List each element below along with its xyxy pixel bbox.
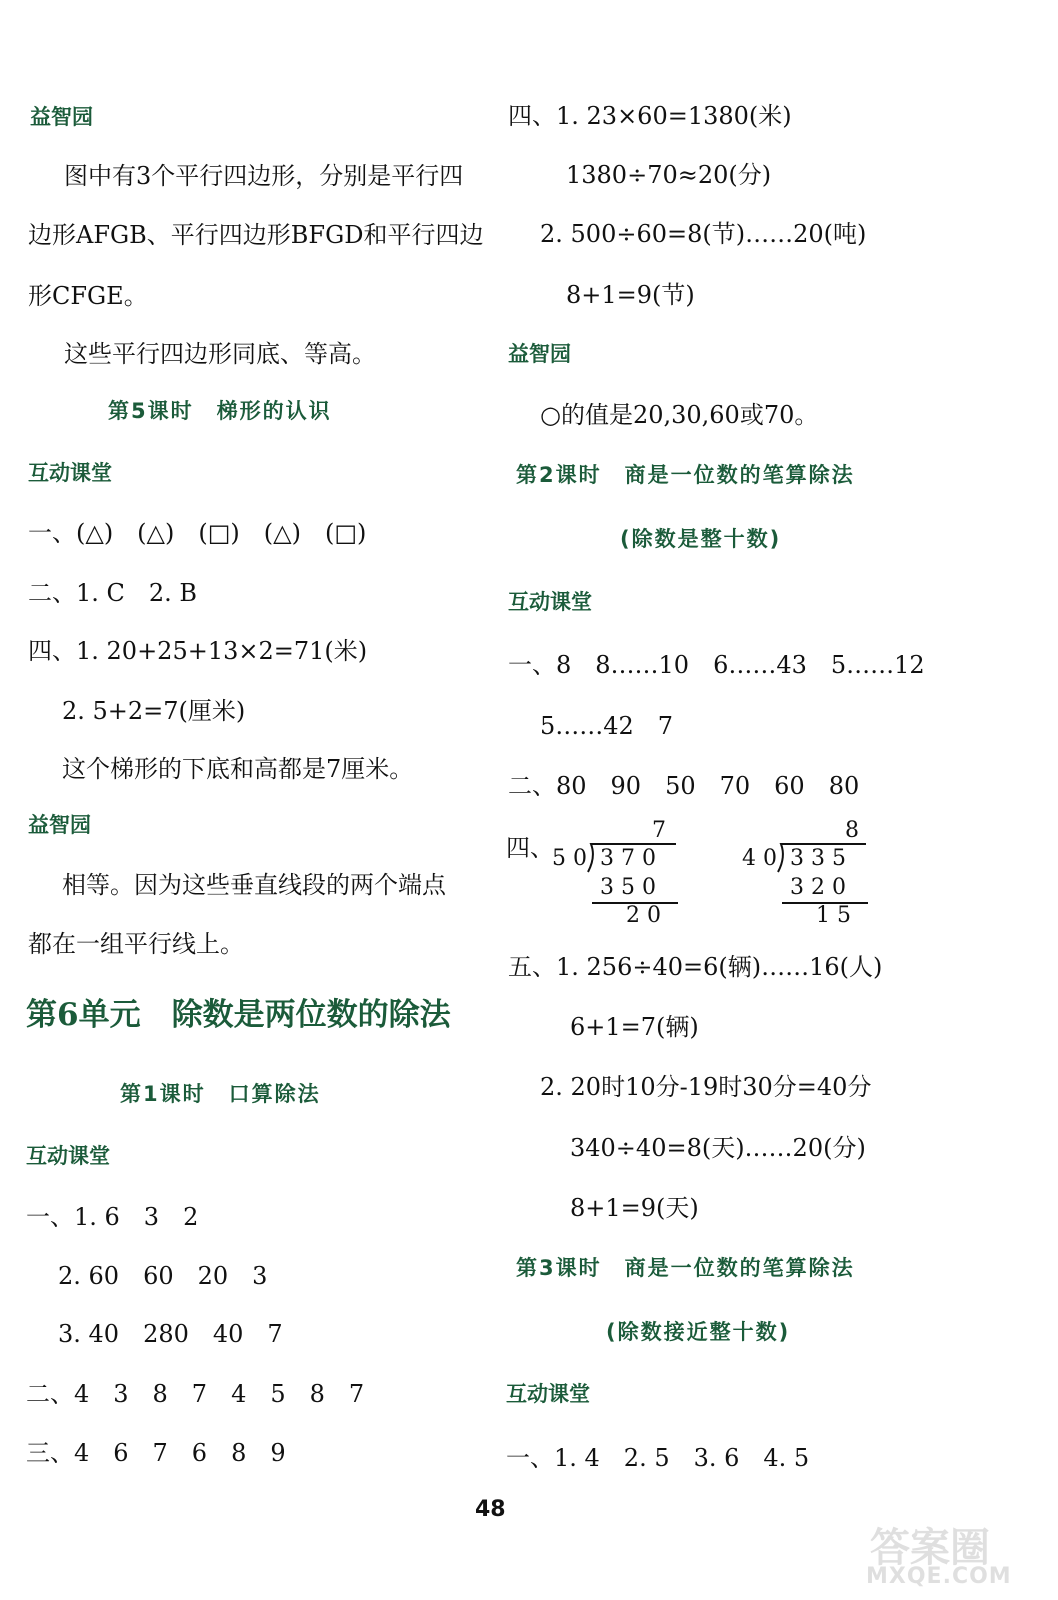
answer-text: 图中有3个平行四边形，分别是平行四 bbox=[64, 162, 464, 190]
watermark-url: MXQE.COM bbox=[866, 1564, 1012, 1589]
answer-line: 2. 500÷60=8(节)……20(吨) bbox=[540, 220, 867, 248]
section-heading-hudong: 互动课堂 bbox=[26, 1144, 110, 1168]
answer-line: ○的值是20,30,60或70。 bbox=[540, 401, 819, 429]
watermark-text: 答案圈 bbox=[870, 1525, 990, 1571]
answer-text: 形CFGE。 bbox=[28, 282, 148, 310]
answer-line: 5……42 7 bbox=[540, 712, 674, 740]
answer-text: 都在一组平行线上。 bbox=[28, 930, 244, 958]
division-remainder: 1 5 bbox=[816, 903, 851, 928]
division-quotient: 7 bbox=[652, 818, 666, 843]
division-divisor: 4 0 bbox=[742, 846, 777, 871]
answer-line: 三、4 6 7 6 8 9 bbox=[26, 1439, 286, 1467]
division-product: 3 5 0 bbox=[600, 875, 656, 900]
division-dividend: 3 7 0 bbox=[600, 846, 656, 871]
division-dividend: 3 3 5 bbox=[790, 846, 846, 871]
answer-line: 五、1. 256÷40=6(辆)……16(人) bbox=[508, 953, 883, 981]
answer-line: 340÷40=8(天)……20(分) bbox=[570, 1134, 866, 1162]
answer-line: 一、(△) (△) (□) (△) (□) bbox=[28, 519, 367, 547]
answer-line: 一、8 8……10 6……43 5……12 bbox=[508, 651, 925, 679]
answer-line: 8+1=9(节) bbox=[566, 281, 695, 309]
answer-line: 四、 bbox=[506, 834, 554, 862]
answer-line: 2. 20时10分-19时30分=40分 bbox=[540, 1073, 872, 1101]
division-quotient: 8 bbox=[845, 818, 859, 843]
watermark-logo bbox=[860, 1516, 1030, 1594]
division-remainder: 2 0 bbox=[626, 903, 661, 928]
answer-line: 四、1. 20+25+13×2=71(米) bbox=[28, 637, 368, 665]
answer-line: 一、1. 4 2. 5 3. 6 4. 5 bbox=[506, 1444, 810, 1472]
unit-title: 第6单元 除数是两位数的除法 bbox=[26, 997, 451, 1033]
lesson-title: 第5课时 梯形的认识 bbox=[108, 399, 332, 423]
division-product: 3 2 0 bbox=[790, 875, 846, 900]
section-heading-yizhiyuan: 益智园 bbox=[30, 105, 93, 129]
answer-line: 8+1=9(天) bbox=[570, 1194, 699, 1222]
answer-line: 6+1=7(辆) bbox=[570, 1013, 699, 1041]
answer-line: 2. 5+2=7(厘米) bbox=[62, 697, 246, 725]
division-divisor: 5 0 bbox=[552, 846, 587, 871]
lesson-subtitle: (除数是整十数) bbox=[620, 527, 782, 551]
answer-line: 1380÷70≈20(分) bbox=[566, 161, 772, 189]
answer-line: 四、1. 23×60=1380(米) bbox=[508, 102, 792, 130]
answer-line: 二、1. C 2. B bbox=[28, 579, 198, 607]
answer-text: 边形AFGB、平行四边形BFGD和平行四边 bbox=[28, 221, 484, 249]
section-heading-hudong: 互动课堂 bbox=[506, 1382, 590, 1406]
answer-line: 3. 40 280 40 7 bbox=[58, 1320, 283, 1348]
section-heading-hudong: 互动课堂 bbox=[508, 590, 592, 614]
answer-line: 2. 60 60 20 3 bbox=[58, 1262, 268, 1290]
section-heading-yizhiyuan: 益智园 bbox=[508, 342, 571, 366]
answer-text: 相等。因为这些垂直线段的两个端点 bbox=[62, 871, 446, 899]
answer-line: 二、80 90 50 70 60 80 bbox=[508, 772, 860, 800]
division-bracket bbox=[586, 842, 681, 906]
section-heading-yizhiyuan: 益智园 bbox=[28, 813, 91, 837]
answer-line: 这个梯形的下底和高都是7厘米。 bbox=[62, 755, 414, 783]
division-bracket bbox=[776, 842, 871, 906]
answer-line: 一、1. 6 3 2 bbox=[26, 1203, 199, 1231]
page-number: 48 bbox=[475, 1497, 506, 1522]
answer-line: 二、4 3 8 7 4 5 8 7 bbox=[26, 1380, 365, 1408]
lesson-title: 第2课时 商是一位数的笔算除法 bbox=[516, 463, 855, 487]
section-heading-hudong: 互动课堂 bbox=[28, 461, 112, 485]
lesson-title: 第3课时 商是一位数的笔算除法 bbox=[516, 1256, 855, 1280]
lesson-subtitle: (除数接近整十数) bbox=[606, 1320, 791, 1344]
lesson-title: 第1课时 口算除法 bbox=[120, 1082, 321, 1106]
answer-text: 这些平行四边形同底、等高。 bbox=[64, 340, 376, 368]
